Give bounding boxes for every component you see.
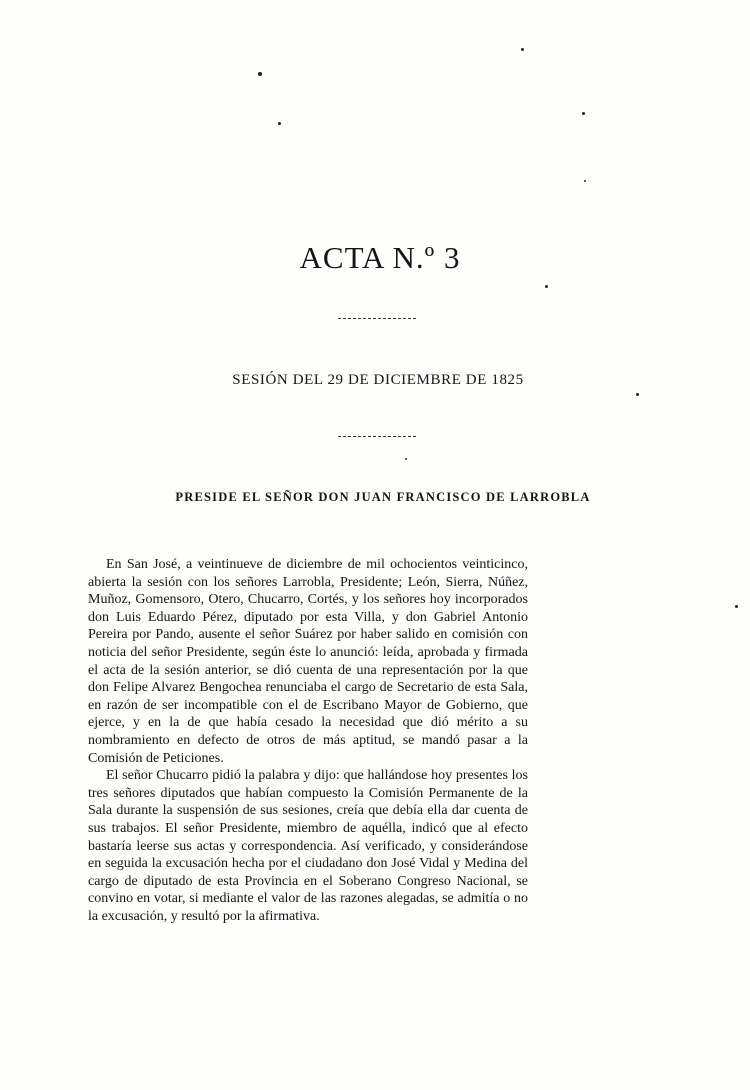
presides-heading: PRESIDE EL SEÑOR DON JUAN FRANCISCO DE LARROBLA [175, 490, 591, 504]
ink-speck [258, 72, 262, 76]
ink-speck [278, 122, 281, 125]
paragraph: En San José, a veintinueve de diciembre de mil ochocientos veinticinco, abierta la sesión con los señores Larrobla, Presidente; León, Sierra, Núñez, Muñoz, Gomensoro, Otero, Chucarro, Cortés, y los señores hoy incorporados don Luis Eduardo Pérez, diputado por esta Villa, y don Gabriel Antonio Pereira por Pando, ausente el señor Suárez por haber salido en comisión con noticia del señor Presidente, según éste lo anunció: leída, aprobada y firmada el acta de la sesión anterior, se dió cuenta de una representación por la que don Felipe Alvarez Bengochea renunciaba el cargo de Secretario de esta Sala, en razón de ser incompatible con el de Escribano Mayor de Gobierno, que ejerce, y en la de que había cesado la necesidad que dió mérito a su nombramiento en defecto de otros de más aptitud, se mandó pasar a la Comisión de Peticiones. [88, 557, 528, 766]
page-title: ACTA N.º 3 [299, 240, 461, 275]
divider [338, 318, 416, 319]
ink-speck [405, 458, 407, 460]
ink-speck [584, 180, 586, 182]
ink-speck [636, 393, 639, 396]
paragraph: El señor Chucarro pidió la palabra y dijo: que hallándose hoy presentes los tres señores diputados que habían compuesto la Comisión Permanente de la Sala durante la suspensión de sus sesiones, creía que debía ella dar cuenta de sus trabajos. El señor Presidente, miembro de aquélla, indicó que al efecto bastaría leerse sus actas y correspondencia. Así verificado, y considerándose en seguida la excusación hecha por el ciudadano don José Vidal y Medina del cargo de diputado de esta Provincia en el Soberano Congreso Nacional, se convino en votar, si mediante el valor de las razones alegadas, se admitía o no la excusación, y resultó por la afirmativa. [88, 768, 528, 924]
session-heading: SESIÓN DEL 29 DE DICIEMBRE DE 1825 [232, 372, 524, 388]
ink-speck [735, 605, 738, 608]
ink-speck [582, 112, 585, 115]
ink-speck [521, 48, 524, 51]
body-text [88, 556, 528, 925]
divider [338, 436, 416, 437]
ink-speck [545, 285, 548, 288]
